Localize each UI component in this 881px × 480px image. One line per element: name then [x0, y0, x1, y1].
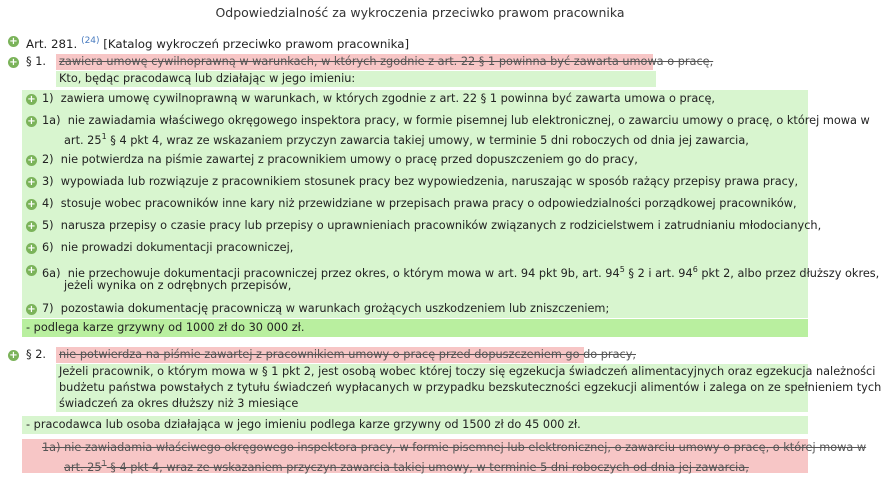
deleted-item-line: 1a) nie zawiadamia właściwego okręgowego inspektora pracy, w formie pisemnej lub elektronicznej, o zawarciu umowy o pracę, o której mowa w: [42, 441, 867, 454]
list-item: 6) nie prowadzi dokumentacji pracowniczej,: [42, 241, 294, 254]
penalty-text: - pracodawca lub osoba działająca w jego imieniu podlega karze grzywny od 1500 zł do 45 000 zł.: [26, 418, 581, 431]
deleted-text: nie potwierdza na piśmie zawartej z pracownikiem umowy o pracę przed dopuszczeniem go do pracy,: [59, 348, 636, 361]
list-item-continuation: jeżeli wynika on z odrębnych przepisów,: [64, 279, 292, 292]
expand-icon[interactable]: +: [27, 177, 36, 188]
article-label: Art. 281.: [26, 37, 78, 51]
section-intro: Kto, będąc pracodawcą lub działając w jego imieniu:: [59, 72, 356, 85]
list-item: 5) narusza przepisy o czasie pracy lub przepisy o uprawnieniach pracowników związanych z rodzicielstwem i zatrudnianiu młodocianych,: [42, 219, 822, 232]
list-item-continuation: art. $25^1$ § 4 pkt 4, wraz ze wskazaniem przyczyn zawarcia takiej umowy, w terminie 5 dni roboczych od dnia jej zawarcia,: [64, 132, 749, 147]
expand-icon[interactable]: +: [9, 57, 18, 68]
list-item: 1) zawiera umowę cywilnoprawną w warunkach, w których zgodnie z art. 22 § 1 powinna być zawarta umowa o pracę,: [42, 92, 715, 105]
penalty-text: - podlega karze grzywny od 1000 zł do 30 000 zł.: [26, 321, 305, 334]
expand-icon[interactable]: +: [27, 199, 36, 210]
expand-icon[interactable]: +: [27, 304, 36, 315]
article-header: [26, 33, 409, 52]
expand-icon[interactable]: +: [9, 350, 18, 361]
list-item: 3) wypowiada lub rozwiązuje z pracownikiem stosunek pracy bez wypowiedzenia, naruszając w sposób rażący przepisy prawa pracy,: [42, 175, 799, 188]
list-item: 7) pozostawia dokumentację pracowniczą w warunkach grożących uszkodzeniem lub zniszczeniem;: [42, 302, 610, 315]
list-item: 6a) nie przechowuje dokumentacji pracowniczej przez okres, o którym mowa w art. 94 pkt 9b, art. $94^5$ § 2 i art. $94^6$ pkt 2, albo przez dłuższy okres,: [42, 265, 880, 280]
expand-icon[interactable]: +: [27, 243, 36, 254]
expand-icon[interactable]: +: [27, 94, 36, 105]
expand-icon[interactable]: +: [27, 116, 36, 127]
section-body-line: Jeżeli pracownik, o którym mowa w § 1 pkt 2, jest osobą wobec której toczy się egzekucja świadczeń alimentacyjnych oraz egzekucja należności: [59, 365, 876, 378]
deleted-item-line: art. $25^1$ § 4 pkt 4, wraz ze wskazaniem przyczyn zawarcia takiej umowy, w terminie 5 dni roboczych od dnia jej zawarcia,: [64, 459, 749, 474]
section-label: § 2.: [26, 348, 47, 361]
list-item: 4) stosuje wobec pracowników inne kary niż przewidziane w przepisach prawa pracy o odpowiedzialności porządkowej pracowników,: [42, 197, 797, 210]
list-item: 1a) nie zawiadamia właściwego okręgowego inspektora pracy, w formie pisemnej lub elektronicznej, o zawarciu umowy o pracę, o której mowa w: [42, 114, 870, 127]
list-item: 2) nie potwierdza na piśmie zawartej z pracownikiem umowy o pracę przed dopuszczeniem go do pracy,: [42, 153, 638, 166]
expand-icon[interactable]: +: [27, 155, 36, 166]
article-heading: [Katalog wykroczeń przeciwko prawom pracownika]: [103, 37, 410, 51]
page-title: Odpowiedzialność za wykroczenia przeciwko prawom pracownika: [215, 5, 625, 20]
expand-icon[interactable]: +: [27, 221, 36, 232]
section-body-line: budżetu państwa powstałych z tytułu świadczeń wypłacanych w przypadku bezskuteczności egzekucji alimentów i zalega on ze spełnieniem tych: [59, 381, 881, 394]
deleted-text: zawiera umowę cywilnoprawną w warunkach, w których zgodnie z art. 22 § 1 powinna być zawarta umowa o pracę,: [59, 55, 714, 68]
section-label: § 1.: [26, 55, 47, 68]
section-body-line: świadczeń za okres dłuższy niż 3 miesiące: [59, 397, 299, 410]
expand-icon[interactable]: +: [9, 36, 18, 47]
expand-icon[interactable]: +: [27, 265, 36, 276]
article-version-link[interactable]: (24): [81, 36, 100, 46]
